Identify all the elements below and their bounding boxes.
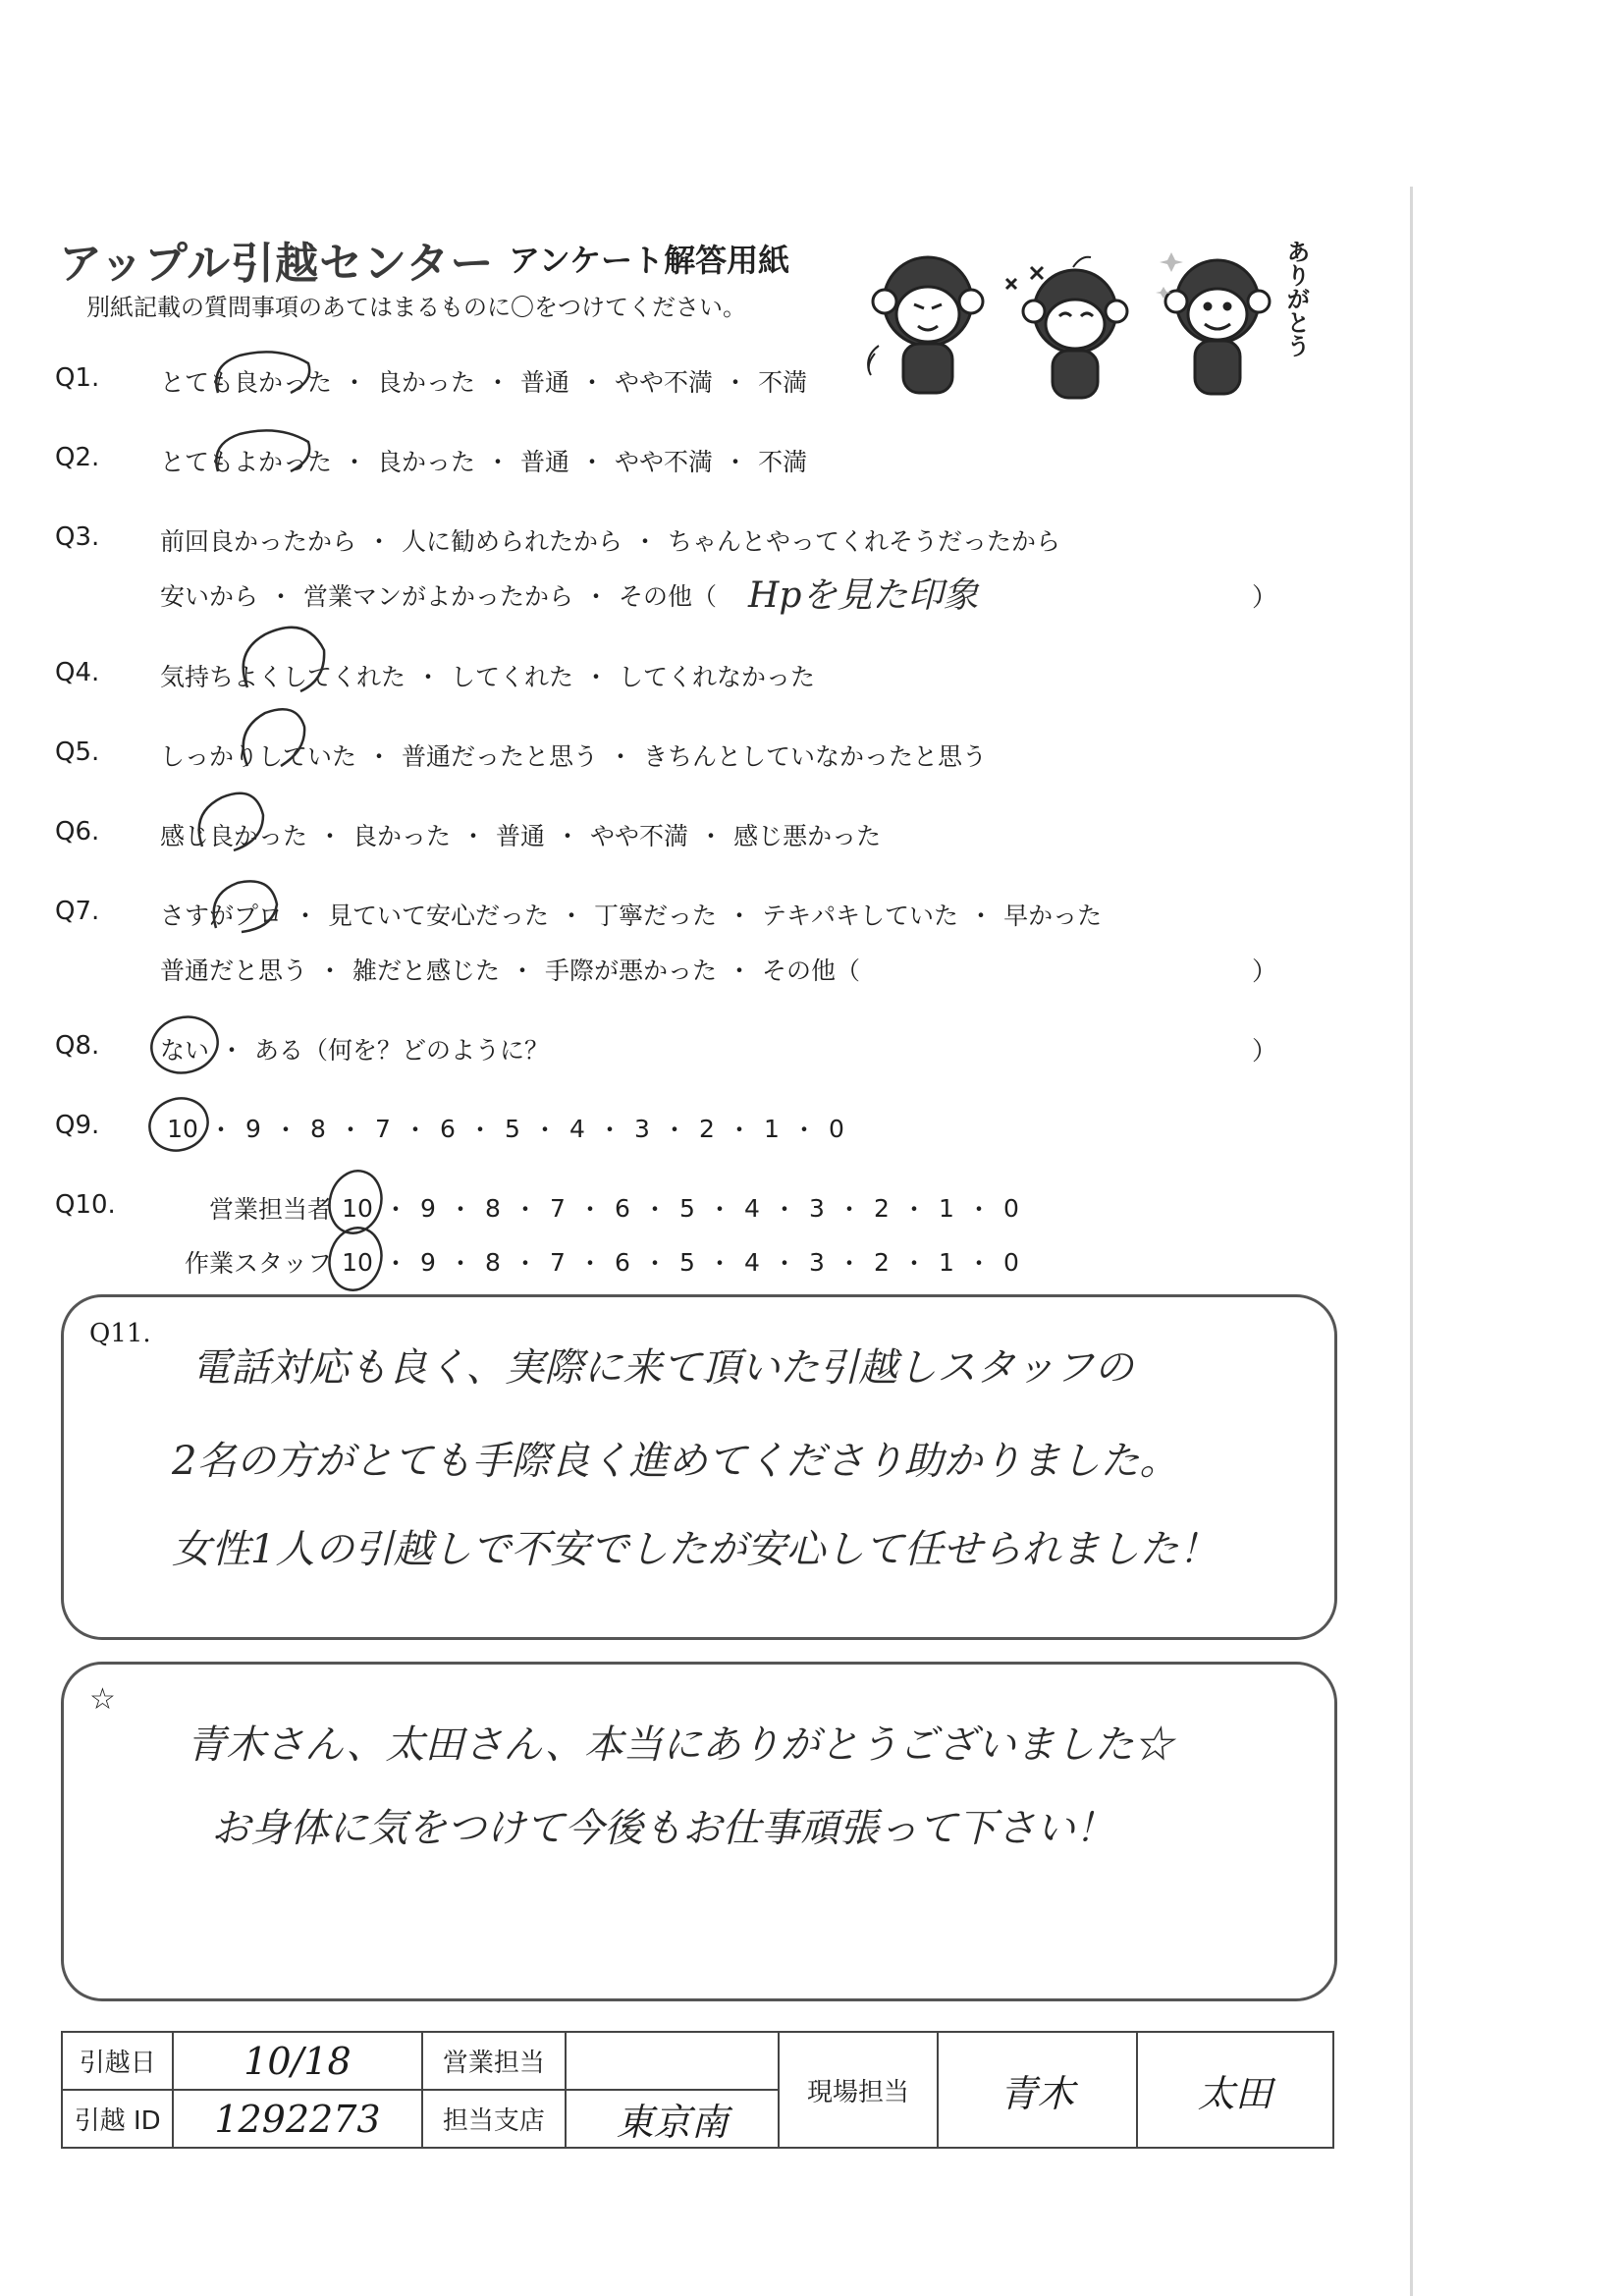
move-id-label: 引越 ID xyxy=(62,2090,173,2148)
monkey-2-icon xyxy=(1006,257,1127,398)
form-subtitle: アンケート解答用紙 xyxy=(509,242,790,279)
q10-staff-score-option[interactable]: 3 xyxy=(809,1247,825,1277)
sales-rep-label: 営業担当 xyxy=(422,2032,567,2090)
q11-label: Q11. xyxy=(89,1319,151,1348)
q9-scale: 10 ・ 9 ・ 8 ・ 7 ・ 6 ・ 5 ・ 4 ・ 3 ・ 2 ・ 1 ・ 0 xyxy=(167,1111,846,1146)
q1-option[interactable]: とても良かった xyxy=(160,368,333,397)
q9-score-option[interactable]: 10 xyxy=(167,1114,198,1143)
q6-option[interactable]: 感じ悪かった xyxy=(733,822,882,850)
q10-staff-score-option[interactable]: 1 xyxy=(939,1247,954,1277)
q7-options-line2: 普通だと思う ・ 雑だと感じた ・ 手際が悪かった ・ その他（ xyxy=(160,952,860,987)
q1-option[interactable]: 良かった xyxy=(377,368,476,397)
q3-options-line2: 安いから ・ 営業マンがよかったから ・ その他（ xyxy=(160,577,717,613)
q9-score-option[interactable]: 6 xyxy=(440,1114,456,1143)
q7-options-line1: さすがプロ ・ 見ていて安心だった ・ 丁寧だった ・ テキパキしていた ・ 早かった xyxy=(160,897,1102,932)
q5-option[interactable]: 普通だったと思う xyxy=(402,742,599,771)
q7-number: Q7. xyxy=(55,897,100,926)
q9-score-option[interactable]: 0 xyxy=(829,1114,844,1143)
q10-staff-score-option[interactable]: 8 xyxy=(485,1247,501,1277)
q7-option[interactable]: 早かった xyxy=(1003,902,1103,930)
q9-number: Q9. xyxy=(55,1111,100,1140)
q10-staff-score-option[interactable]: 2 xyxy=(874,1247,890,1277)
q3-option[interactable]: 人に勧められたから xyxy=(402,527,623,556)
move-date-value: 10/18 xyxy=(173,2032,421,2090)
q4-options: 気持ちよくしてくれた ・ してくれた ・ してくれなかった xyxy=(160,658,815,693)
q2-option[interactable]: やや不満 xyxy=(615,448,714,476)
q11-comment-line: 2名の方がとても手際良く進めてくださり助かりました。 xyxy=(172,1439,1179,1484)
sales-rep-value xyxy=(566,2032,779,2090)
q10-sales-score-option[interactable]: 4 xyxy=(744,1193,760,1223)
q2-option[interactable]: 良かった xyxy=(377,448,476,476)
q3-option[interactable]: 営業マンがよかったから xyxy=(303,582,574,611)
q9-score-option[interactable]: 5 xyxy=(505,1114,520,1143)
onsite-staff-value-1: 青木 xyxy=(938,2032,1137,2148)
q9-score-option[interactable]: 8 xyxy=(310,1114,326,1143)
q5-options: しっかりしていた ・ 普通だったと思う ・ きちんとしていなかったと思う xyxy=(160,738,987,773)
q7-option[interactable]: テキパキしていた xyxy=(762,902,959,930)
q3-options-line1: 前回良かったから ・ 人に勧められたから ・ ちゃんとやってくれそうだったから xyxy=(160,522,1060,558)
monkey-1-icon xyxy=(868,257,983,393)
message-line: 青木さん、太田さん、本当にありがとうございました☆ xyxy=(187,1722,1173,1768)
q2-option[interactable]: 不満 xyxy=(758,448,808,476)
q2-number: Q2. xyxy=(55,443,100,472)
q7-option[interactable]: さすがプロ xyxy=(160,902,284,930)
q10-staff-scale: 作業スタッフ 10 ・ 9 ・ 8 ・ 7 ・ 6 ・ 5 ・ 4 ・ 3 ・ 2 ・ 1 ・ 0 xyxy=(149,1244,1021,1280)
q9-score-option[interactable]: 7 xyxy=(375,1114,391,1143)
q10-number: Q10. xyxy=(55,1190,116,1220)
q1-option[interactable]: 不満 xyxy=(758,368,808,397)
q1-number: Q1. xyxy=(55,363,100,393)
q10-staff-score-option[interactable]: 9 xyxy=(420,1247,436,1277)
star-icon: ☆ xyxy=(89,1682,116,1717)
move-id-value: 1292273 xyxy=(173,2090,421,2148)
q3-other-answer: Hpを見た印象 xyxy=(748,575,979,616)
monkey-3-icon xyxy=(1156,252,1270,394)
q10-sales-scale: 営業担当者 10 ・ 9 ・ 8 ・ 7 ・ 6 ・ 5 ・ 4 ・ 3 ・ 2 ・ 1 ・ 0 xyxy=(149,1190,1021,1226)
q7-option[interactable]: 手際が悪かった xyxy=(545,957,718,985)
q10-staff-score-option[interactable]: 4 xyxy=(744,1247,760,1277)
q3-option-other[interactable]: その他（ xyxy=(619,582,718,611)
footer-info-table xyxy=(61,2031,1334,2149)
q7-option[interactable]: 雑だと感じた xyxy=(352,957,501,985)
q4-number: Q4. xyxy=(55,658,100,687)
message-line: お身体に気をつけて今後もお仕事頑張って下さい！ xyxy=(211,1806,1114,1851)
q7-close-paren: ） xyxy=(1252,957,1278,987)
q9-score-option[interactable]: 4 xyxy=(569,1114,585,1143)
q10-staff-score-option[interactable]: 10 xyxy=(342,1247,373,1277)
q9-score-option[interactable]: 2 xyxy=(699,1114,715,1143)
q10-staff-score-option[interactable]: 6 xyxy=(615,1247,630,1277)
q6-option[interactable]: 良かった xyxy=(352,822,452,850)
monkey-mascot-illustration xyxy=(849,228,1321,414)
onsite-staff-value-2: 太田 xyxy=(1137,2032,1334,2148)
q9-score-option[interactable]: 9 xyxy=(245,1114,261,1143)
q10-sales-score-option[interactable]: 8 xyxy=(485,1193,501,1223)
branch-label: 担当支店 xyxy=(422,2090,567,2148)
q1-option[interactable]: やや不満 xyxy=(615,368,714,397)
q7-option[interactable]: 普通だと思う xyxy=(160,957,308,985)
q3-close-paren: ） xyxy=(1252,583,1278,613)
q11-comment-line: 女性1人の引越しで不安でしたが安心して任せられました！ xyxy=(172,1527,1218,1572)
q10-sales-label: 営業担当者 xyxy=(208,1195,332,1224)
q3-number: Q3. xyxy=(55,522,100,552)
q5-option[interactable]: きちんとしていなかったと思う xyxy=(643,742,988,771)
q8-close-paren: ） xyxy=(1252,1037,1278,1066)
q3-option[interactable]: 前回良かったから xyxy=(160,527,357,556)
q10-sales-score-option[interactable]: 10 xyxy=(342,1193,373,1223)
q9-score-option[interactable]: 3 xyxy=(634,1114,650,1143)
q7-option[interactable]: 見ていて安心だった xyxy=(328,902,550,930)
q3-option[interactable]: 安いから xyxy=(160,582,259,611)
q10-staff-score-option[interactable]: 5 xyxy=(679,1247,695,1277)
form-instruction: 別紙記載の質問事項のあてはまるものに〇をつけてください。 xyxy=(86,294,746,321)
q8-options: ない ・ ある（何を？どのように？ xyxy=(160,1031,549,1066)
q11-comment-line: 電話対応も良く、実際に来て頂いた引越しスタッフの xyxy=(191,1345,1134,1391)
q6-number: Q6. xyxy=(55,817,100,847)
q4-option[interactable]: してくれた xyxy=(451,663,574,691)
q8-number: Q8. xyxy=(55,1031,100,1061)
q10-sales-score-option[interactable]: 1 xyxy=(939,1193,954,1223)
q10-staff-score-option[interactable]: 7 xyxy=(550,1247,566,1277)
q10-sales-score-option[interactable]: 0 xyxy=(1003,1193,1019,1223)
onsite-staff-label: 現場担当 xyxy=(779,2032,938,2148)
q3-option[interactable]: ちゃんとやってくれそうだったから xyxy=(668,527,1061,556)
q8-option[interactable]: ない xyxy=(160,1036,210,1065)
mascot-thanks-text: ありがとう xyxy=(1282,240,1310,357)
q11-comment-box xyxy=(61,1294,1337,1640)
q2-option[interactable]: とてもよかった xyxy=(160,448,333,476)
q5-number: Q5. xyxy=(55,738,100,767)
q6-option[interactable]: やや不満 xyxy=(590,822,689,850)
q10-sales-score-option[interactable]: 7 xyxy=(550,1193,566,1223)
q9-score-option[interactable]: 1 xyxy=(764,1114,780,1143)
scan-page-edge xyxy=(1410,187,1413,2296)
q10-sales-score-option[interactable]: 6 xyxy=(615,1193,630,1223)
q1-option[interactable]: 普通 xyxy=(520,368,570,397)
q1-options: とても良かった ・ 良かった ・ 普通 ・ やや不満 ・ 不満 xyxy=(160,363,807,399)
message-box xyxy=(61,1662,1337,2001)
q10-sales-score-option[interactable]: 3 xyxy=(809,1193,825,1223)
branch-value: 東京南 xyxy=(566,2090,779,2148)
q10-sales-score-option[interactable]: 9 xyxy=(420,1193,436,1223)
q7-option[interactable]: 丁寧だった xyxy=(594,902,718,930)
q4-option[interactable]: 気持ちよくしてくれた xyxy=(160,663,406,691)
q10-staff-label: 作業スタッフ xyxy=(184,1249,332,1278)
q2-option[interactable]: 普通 xyxy=(520,448,570,476)
q10-sales-score-option[interactable]: 2 xyxy=(874,1193,890,1223)
q4-option[interactable]: してくれなかった xyxy=(619,663,816,691)
q10-staff-score-option[interactable]: 0 xyxy=(1003,1247,1019,1277)
move-date-label: 引越日 xyxy=(62,2032,173,2090)
brand-title: アップル引越センター xyxy=(59,239,495,289)
q10-sales-score-option[interactable]: 5 xyxy=(679,1193,695,1223)
q6-option[interactable]: 感じ良かった xyxy=(160,822,308,850)
q8-option[interactable]: ある（何を？どのように？ xyxy=(254,1036,550,1065)
q5-option[interactable]: しっかりしていた xyxy=(160,742,357,771)
q6-options: 感じ良かった ・ 良かった ・ 普通 ・ やや不満 ・ 感じ悪かった xyxy=(160,817,881,852)
q6-option[interactable]: 普通 xyxy=(496,822,546,850)
q7-option-other[interactable]: その他（ xyxy=(762,957,861,985)
q2-options: とてもよかった ・ 良かった ・ 普通 ・ やや不満 ・ 不満 xyxy=(160,443,807,478)
